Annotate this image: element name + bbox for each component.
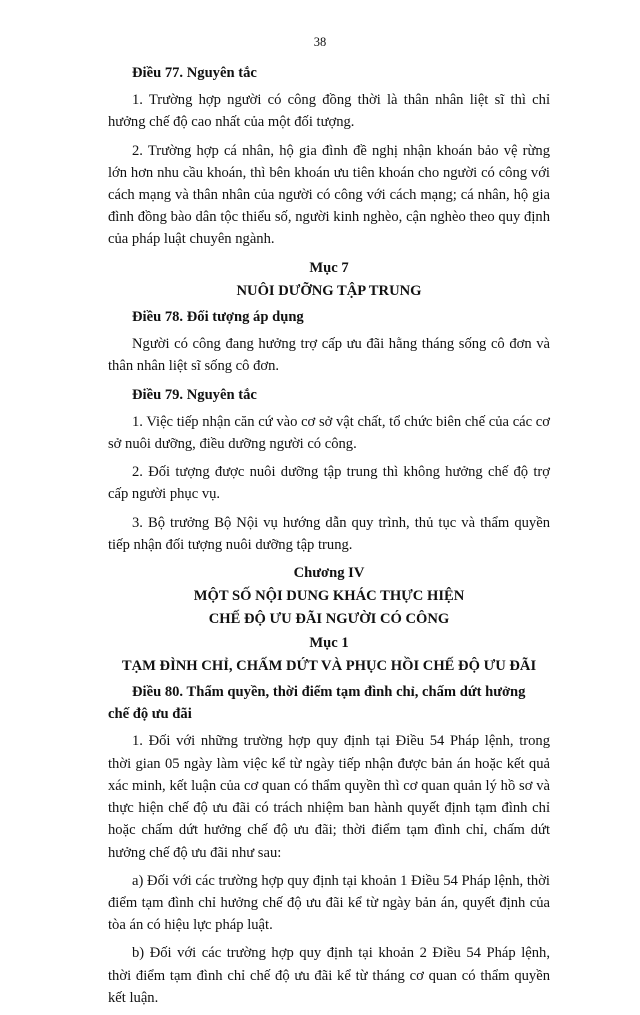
article-77-clause-1: 1. Trường hợp người có công đồng thời là thân nhân liệt sĩ thì chỉ hưởng chế độ cao nhất của một đối tượng.	[108, 92, 550, 131]
article-77-clause-2: 2. Trường hợp cá nhân, hộ gia đình đề nghị nhận khoán bảo vệ rừng lớn hơn nhu cầu khoán, thì bên khoán ưu tiên khoán cho người có công với cách mạng và thân nhân của người có công với cách mạng; cá nhân, hộ gia đình đồng bào dân tộc thiểu số, người kinh nghèo, cận nghèo theo quy định của pháp luật chuyên ngành.	[108, 142, 550, 248]
chapter-4-label: Chương IV	[293, 565, 365, 582]
section-1-title: TẠM ĐÌNH CHỈ, CHẤM DỨT VÀ PHỤC HỒI CHẾ ĐỘ ƯU ĐÃI	[121, 657, 537, 674]
article-80-clause-1: 1. Đối với những trường hợp quy định tại Điều 54 Pháp lệnh, trong thời gian 05 ngày làm việc kể từ ngày tiếp nhận được bản án hoặc kết quả xác minh, kết luận của cơ quan có thẩm quyền thì cơ quan quản lý hồ sơ và thực hiện chế độ ưu đãi có trách nhiệm ban hành quyết định tạm đình chỉ hoặc chấm dứt hưởng chế độ ưu đãi; thời điểm tạm đình chỉ, chấm dứt hưởng chế độ ưu đãi như sau:	[108, 733, 550, 861]
section-7-label: Mục 7	[309, 259, 349, 276]
article-78-text: Người có công đang hưởng trợ cấp ưu đãi hằng tháng sống cô đơn và thân nhân liệt sĩ sống cô đơn.	[108, 336, 550, 375]
article-79-title: Điều 79. Nguyên tắc	[132, 386, 257, 403]
article-80-title: Điều 80. Thẩm quyền, thời điểm tạm đình chỉ, chấm dứt hưởng chế độ ưu đãi	[108, 684, 526, 723]
article-77-title: Điều 77. Nguyên tắc	[132, 65, 257, 81]
section-1-label: Mục 1	[309, 634, 349, 651]
article-79-clause-1: 1. Việc tiếp nhận căn cứ vào cơ sở vật chất, tổ chức biên chế của các cơ sở nuôi dưỡng, điều dưỡng người có công.	[108, 413, 550, 453]
article-80-point-b: b) Đối với các trường hợp quy định tại khoản 2 Điều 54 Pháp lệnh, thời điểm tạm đình chỉ chế độ ưu đãi kể từ tháng cơ quan có thẩm quyền kết luận.	[108, 945, 550, 1006]
page-number: 38	[313, 35, 327, 49]
article-78-title: Điều 78. Đối tượng áp dụng	[132, 309, 304, 326]
chapter-4-title-line-1: MỘT SỐ NỘI DUNG KHÁC THỰC HIỆN	[193, 588, 465, 605]
chapter-4-title-line-2: CHẾ ĐỘ ƯU ĐÃI NGƯỜI CÓ CÔNG	[208, 611, 450, 628]
article-79-clause-3: 3. Bộ trưởng Bộ Nội vụ hướng dẫn quy trình, thủ tục và thẩm quyền tiếp nhận đối tượng nuôi dưỡng tập trung.	[108, 514, 550, 553]
article-79-clause-2: 2. Đối tượng được nuôi dưỡng tập trung thì không hưởng chế độ trợ cấp người phục vụ.	[108, 464, 550, 503]
article-80-point-a: a) Đối với các trường hợp quy định tại khoản 1 Điều 54 Pháp lệnh, thời điểm tạm đình chỉ hưởng chế độ ưu đãi kể từ ngày bản án, quyết định của tòa án có hiệu lực pháp luật.	[108, 872, 550, 934]
document-body	[108, 62, 550, 1015]
section-7-title: NUÔI DƯỠNG TẬP TRUNG	[236, 282, 422, 299]
